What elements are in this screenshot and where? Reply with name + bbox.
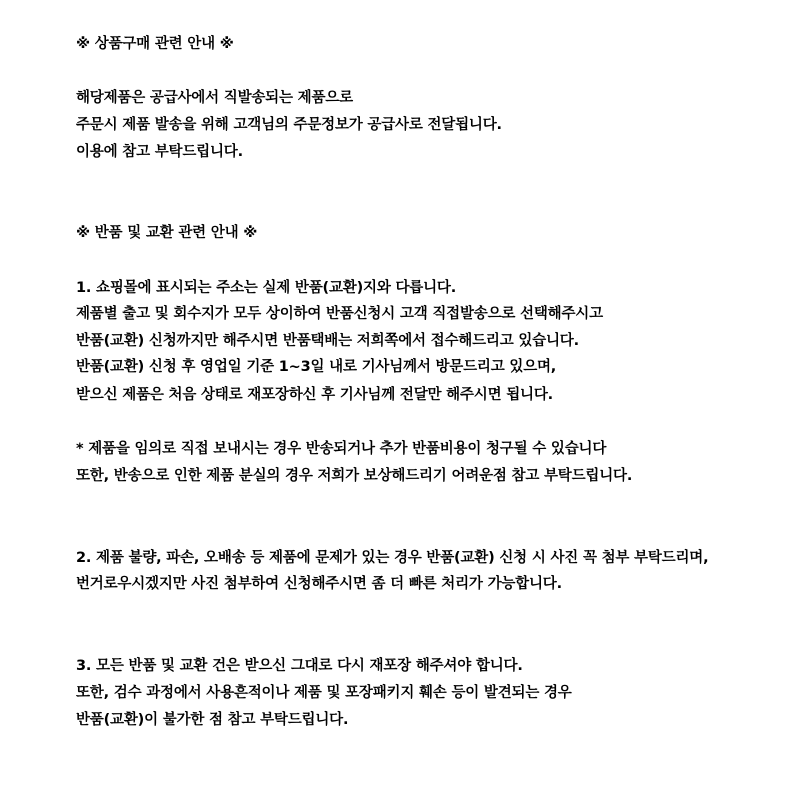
return-section1-line: 반품(교환) 신청 후 영업일 기준 1~3일 내로 기사님께서 방문드리고 있으며, (76, 359, 557, 375)
return-section1-line: 반품(교환) 신청까지만 해주시면 반품택배는 저희쪽에서 접수해드리고 있습니다. (76, 333, 579, 349)
return-section3-line: 반품(교환)이 불가한 점 참고 부탁드립니다. (76, 712, 349, 728)
return-notice-heading: ※ 반품 및 교환 관련 안내 ※ (76, 225, 258, 241)
purchase-notice-line: 해당제품은 공급사에서 직발송되는 제품으로 (76, 90, 353, 106)
return-section3-line: 또한, 검수 과정에서 사용흔적이나 제품 및 포장패키지 훼손 등이 발견되는 경우 (76, 685, 572, 701)
purchase-notice-line: 주문시 제품 발송을 위해 고객님의 주문정보가 공급사로 전달됩니다. (76, 117, 502, 133)
return-note-line: 또한, 반송으로 인한 제품 분실의 경우 저희가 보상해드리기 어려운점 참고 부탁드립니다. (76, 468, 633, 484)
return-note-line: * 제품을 임의로 직접 보내시는 경우 반송되거나 추가 반품비용이 청구될 수 있습니다 (76, 441, 607, 457)
return-section2-line: 2. 제품 불량, 파손, 오배송 등 제품에 문제가 있는 경우 반품(교환) 신청 시 사진 꼭 첨부 부탁드리며, (76, 550, 709, 566)
return-section1-line: 1. 쇼핑몰에 표시되는 주소는 실제 반품(교환)지와 다릅니다. (76, 280, 457, 296)
purchase-notice-heading: ※ 상품구매 관련 안내 ※ (76, 36, 234, 52)
return-section1-line: 받으신 제품은 처음 상태로 재포장하신 후 기사님께 전달만 해주시면 됩니다. (76, 387, 553, 403)
return-section3-line: 3. 모든 반품 및 교환 건은 받으신 그대로 다시 재포장 해주셔야 합니다. (76, 658, 523, 674)
return-section2-line: 번거로우시겠지만 사진 첨부하여 신청해주시면 좀 더 빠른 처리가 가능합니다. (76, 576, 562, 592)
purchase-notice-line: 이용에 참고 부탁드립니다. (76, 144, 243, 160)
return-section1-line: 제품별 출고 및 회수지가 모두 상이하여 반품신청시 고객 직접발송으로 선택해주시고 (76, 306, 603, 322)
